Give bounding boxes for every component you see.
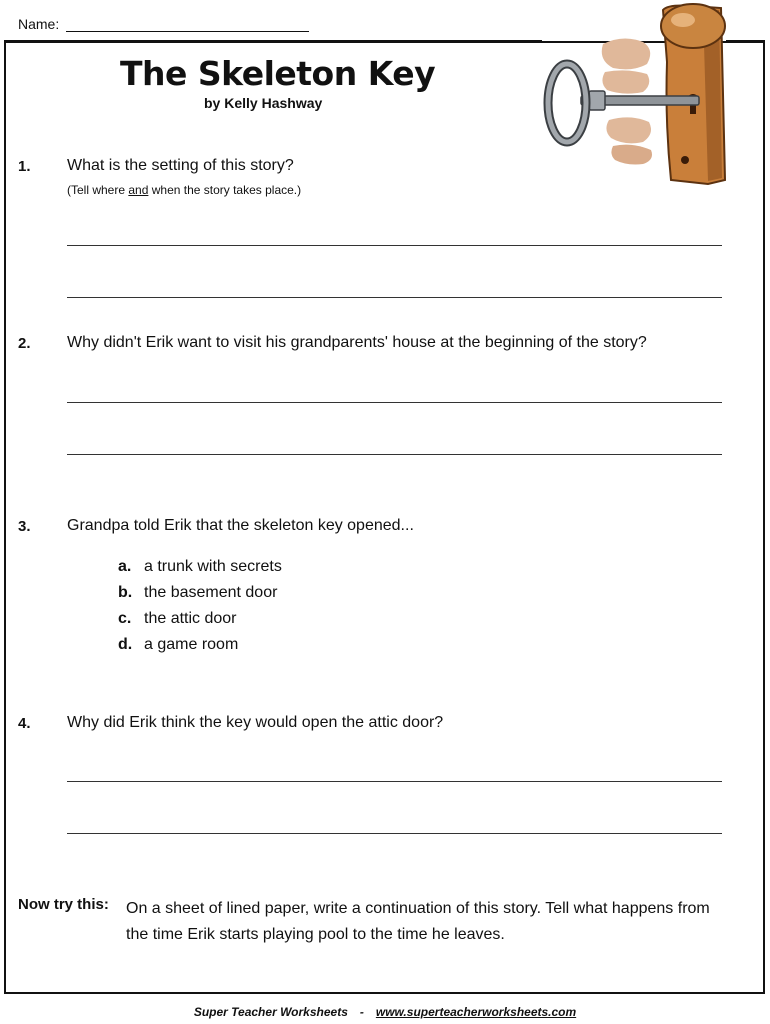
question-1-note: (Tell where and when the story takes place.) <box>67 183 302 197</box>
worksheet-title: The Skeleton Key <box>120 54 436 93</box>
try-this-label: Now try this: <box>18 896 109 913</box>
answer-line[interactable] <box>67 245 722 246</box>
choice-b[interactable]: b. the basement door <box>118 584 278 601</box>
answer-line[interactable] <box>67 402 722 403</box>
footer-separator: - <box>359 1005 364 1019</box>
question-4-number: 4. <box>18 715 31 732</box>
author-line: by Kelly Hashway <box>204 95 323 111</box>
question-1-text: What is the setting of this story? <box>67 157 294 174</box>
name-label: Name: <box>18 16 60 32</box>
question-1-number: 1. <box>18 158 31 175</box>
question-3-text: Grandpa told Erik that the skeleton key opened... <box>67 517 414 534</box>
question-2-number: 2. <box>18 335 31 352</box>
choice-d[interactable]: d. a game room <box>118 636 239 653</box>
question-2-text: Why didn't Erik want to visit his grandparents' house at the beginning of the story? <box>67 334 647 351</box>
question-4-text: Why did Erik think the key would open the attic door? <box>67 714 444 731</box>
top-border-line <box>4 40 542 42</box>
answer-line[interactable] <box>67 454 722 455</box>
choice-a[interactable]: a. a trunk with secrets <box>118 558 282 575</box>
name-field-line[interactable] <box>66 31 309 32</box>
footer <box>0 1005 770 1019</box>
key-in-lock-illustration <box>543 2 733 187</box>
footer-brand: Super Teacher Worksheets <box>193 1005 348 1019</box>
choice-c[interactable]: c. the attic door <box>118 610 237 627</box>
answer-line[interactable] <box>67 781 722 782</box>
answer-line[interactable] <box>67 833 722 834</box>
footer-url-link[interactable]: www.superteacherworksheets.com <box>375 1005 577 1019</box>
try-this-text: On a sheet of lined paper, write a continuation of this story. Tell what happens from the time Erik starts playing pool to the time he leaves. <box>126 900 710 943</box>
answer-line[interactable] <box>67 297 722 298</box>
question-3-number: 3. <box>18 518 31 535</box>
